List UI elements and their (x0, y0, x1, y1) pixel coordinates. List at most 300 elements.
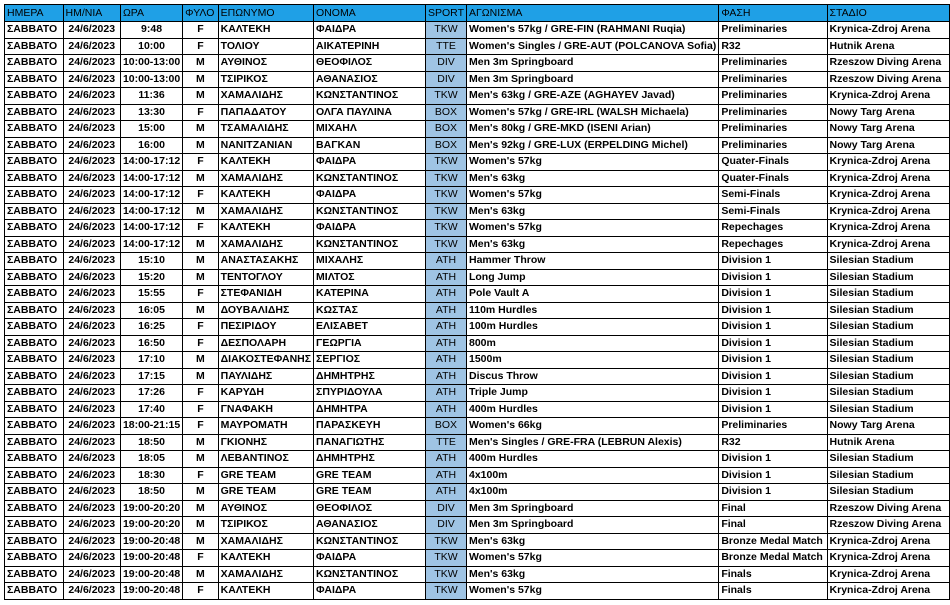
cell-surname[interactable]: ΣΤΕΦΑΝΙΔΗ (218, 286, 313, 303)
cell-date[interactable]: 24/6/2023 (63, 451, 120, 468)
col-header-name[interactable]: ΟΝΟΜΑ (314, 5, 426, 22)
cell-surname[interactable]: ΜΑΥΡΟΜΑΤΗ (218, 418, 313, 435)
cell-name[interactable]: ΚΩΝΣΤΑΝΤΙΝΟΣ (314, 236, 426, 253)
cell-sport[interactable]: BOX (426, 418, 467, 435)
cell-sex[interactable]: F (183, 401, 218, 418)
cell-date[interactable]: 24/6/2023 (63, 335, 120, 352)
cell-name[interactable]: GRE TEAM (314, 484, 426, 501)
cell-surname[interactable]: ΠΑΠΑΔΑΤΟΥ (218, 104, 313, 121)
cell-day[interactable]: ΣΑΒΒΑΤΟ (5, 352, 64, 369)
cell-time[interactable]: 16:05 (120, 302, 182, 319)
cell-sport[interactable]: ATH (426, 335, 467, 352)
cell-event[interactable]: Women's 66kg (466, 418, 718, 435)
cell-venue[interactable]: Krynica-Zdroj Arena (827, 154, 949, 171)
cell-surname[interactable]: ΚΑΛΤΕΚΗ (218, 22, 313, 39)
cell-event[interactable]: Triple Jump (466, 385, 718, 402)
cell-surname[interactable]: ΤΕΝΤΟΓΛΟΥ (218, 269, 313, 286)
cell-sport[interactable]: TKW (426, 583, 467, 600)
col-header-phase[interactable]: ΦΑΣΗ (719, 5, 827, 22)
cell-phase[interactable]: Preliminaries (719, 137, 827, 154)
cell-date[interactable]: 24/6/2023 (63, 302, 120, 319)
cell-date[interactable]: 24/6/2023 (63, 170, 120, 187)
cell-sex[interactable]: F (183, 550, 218, 567)
cell-time[interactable]: 14:00-17:12 (120, 187, 182, 204)
cell-day[interactable]: ΣΑΒΒΑΤΟ (5, 401, 64, 418)
cell-sport[interactable]: ATH (426, 368, 467, 385)
cell-time[interactable]: 18:50 (120, 434, 182, 451)
cell-venue[interactable]: Silesian Stadium (827, 352, 949, 369)
cell-sport[interactable]: BOX (426, 137, 467, 154)
cell-sex[interactable]: M (183, 302, 218, 319)
cell-time[interactable]: 14:00-17:12 (120, 170, 182, 187)
cell-event[interactable]: Men's 63kg (466, 203, 718, 220)
cell-sex[interactable]: F (183, 286, 218, 303)
cell-day[interactable]: ΣΑΒΒΑΤΟ (5, 22, 64, 39)
cell-name[interactable]: ΔΗΜΗΤΡΑ (314, 401, 426, 418)
cell-phase[interactable]: Preliminaries (719, 418, 827, 435)
cell-name[interactable]: ΜΙΧΑΗΛ (314, 121, 426, 138)
col-header-surname[interactable]: ΕΠΩΝΥΜΟ (218, 5, 313, 22)
cell-date[interactable]: 24/6/2023 (63, 55, 120, 72)
cell-date[interactable]: 24/6/2023 (63, 104, 120, 121)
cell-event[interactable]: Men's 63kg (466, 566, 718, 583)
cell-time[interactable]: 14:00-17:12 (120, 154, 182, 171)
cell-sex[interactable]: F (183, 22, 218, 39)
cell-name[interactable]: ΚΩΝΣΤΑΝΤΙΝΟΣ (314, 566, 426, 583)
cell-sport[interactable]: DIV (426, 71, 467, 88)
cell-venue[interactable]: Rzeszow Diving Arena (827, 517, 949, 534)
cell-sex[interactable]: M (183, 500, 218, 517)
cell-time[interactable]: 10:00 (120, 38, 182, 55)
cell-day[interactable]: ΣΑΒΒΑΤΟ (5, 137, 64, 154)
cell-phase[interactable]: Division 1 (719, 335, 827, 352)
cell-sex[interactable]: M (183, 566, 218, 583)
cell-event[interactable]: Discus Throw (466, 368, 718, 385)
cell-phase[interactable]: R32 (719, 38, 827, 55)
cell-surname[interactable]: ΚΑΛΤΕΚΗ (218, 220, 313, 237)
cell-phase[interactable]: Preliminaries (719, 71, 827, 88)
cell-event[interactable]: Women's 57kg / GRE-IRL (WALSH Michaela) (466, 104, 718, 121)
cell-sport[interactable]: TTE (426, 434, 467, 451)
cell-surname[interactable]: ΧΑΜΑΛΙΔΗΣ (218, 88, 313, 105)
cell-surname[interactable]: ΤΣΙΡΙΚΟΣ (218, 71, 313, 88)
cell-venue[interactable]: Krynica-Zdroj Arena (827, 22, 949, 39)
cell-phase[interactable]: Division 1 (719, 484, 827, 501)
cell-time[interactable]: 15:00 (120, 121, 182, 138)
cell-venue[interactable]: Krynica-Zdroj Arena (827, 583, 949, 600)
cell-surname[interactable]: ΚΑΛΤΕΚΗ (218, 583, 313, 600)
cell-sex[interactable]: F (183, 319, 218, 336)
col-header-sport[interactable]: SPORT (426, 5, 467, 22)
cell-name[interactable]: ΑΙΚΑΤΕΡΙΝΗ (314, 38, 426, 55)
cell-sport[interactable]: DIV (426, 517, 467, 534)
cell-name[interactable]: ΚΑΤΕΡΙΝΑ (314, 286, 426, 303)
cell-phase[interactable]: Quater-Finals (719, 154, 827, 171)
cell-name[interactable]: ΑΘΑΝΑΣΙΟΣ (314, 517, 426, 534)
cell-sex[interactable]: F (183, 104, 218, 121)
col-header-venue[interactable]: ΣΤΑΔΙΟ (827, 5, 949, 22)
cell-phase[interactable]: Semi-Finals (719, 203, 827, 220)
cell-day[interactable]: ΣΑΒΒΑΤΟ (5, 253, 64, 270)
cell-name[interactable]: ΓΕΩΡΓΙΑ (314, 335, 426, 352)
cell-sex[interactable]: M (183, 88, 218, 105)
cell-date[interactable]: 24/6/2023 (63, 22, 120, 39)
cell-time[interactable]: 19:00-20:20 (120, 517, 182, 534)
cell-time[interactable]: 11:36 (120, 88, 182, 105)
cell-time[interactable]: 16:00 (120, 137, 182, 154)
cell-surname[interactable]: ΑΝΑΣΤΑΣΑΚΗΣ (218, 253, 313, 270)
cell-time[interactable]: 19:00-20:48 (120, 566, 182, 583)
cell-phase[interactable]: Division 1 (719, 368, 827, 385)
cell-date[interactable]: 24/6/2023 (63, 88, 120, 105)
cell-day[interactable]: ΣΑΒΒΑΤΟ (5, 154, 64, 171)
cell-sport[interactable]: ATH (426, 467, 467, 484)
cell-phase[interactable]: Preliminaries (719, 121, 827, 138)
cell-surname[interactable]: ΧΑΜΑΛΙΔΗΣ (218, 566, 313, 583)
cell-day[interactable]: ΣΑΒΒΑΤΟ (5, 434, 64, 451)
cell-sex[interactable]: F (183, 187, 218, 204)
cell-time[interactable]: 16:25 (120, 319, 182, 336)
cell-date[interactable]: 24/6/2023 (63, 500, 120, 517)
cell-venue[interactable]: Rzeszow Diving Arena (827, 55, 949, 72)
cell-date[interactable]: 24/6/2023 (63, 566, 120, 583)
cell-surname[interactable]: ΑΥΘΙΝΟΣ (218, 500, 313, 517)
cell-phase[interactable]: Repechages (719, 236, 827, 253)
cell-event[interactable]: 400m Hurdles (466, 401, 718, 418)
cell-event[interactable]: Hammer Throw (466, 253, 718, 270)
cell-venue[interactable]: Silesian Stadium (827, 269, 949, 286)
cell-event[interactable]: 400m Hurdles (466, 451, 718, 468)
cell-sex[interactable]: F (183, 418, 218, 435)
cell-sex[interactable]: F (183, 335, 218, 352)
cell-sport[interactable]: TKW (426, 550, 467, 567)
cell-time[interactable]: 17:26 (120, 385, 182, 402)
cell-event[interactable]: 100m Hurdles (466, 319, 718, 336)
cell-venue[interactable]: Silesian Stadium (827, 451, 949, 468)
cell-date[interactable]: 24/6/2023 (63, 253, 120, 270)
cell-surname[interactable]: ΔΟΥΒΑΛΙΔΗΣ (218, 302, 313, 319)
cell-day[interactable]: ΣΑΒΒΑΤΟ (5, 566, 64, 583)
cell-event[interactable]: Men 3m Springboard (466, 71, 718, 88)
cell-venue[interactable]: Silesian Stadium (827, 368, 949, 385)
cell-sex[interactable]: F (183, 467, 218, 484)
cell-sex[interactable]: M (183, 269, 218, 286)
cell-surname[interactable]: ΧΑΜΑΛΙΔΗΣ (218, 533, 313, 550)
cell-date[interactable]: 24/6/2023 (63, 319, 120, 336)
cell-day[interactable]: ΣΑΒΒΑΤΟ (5, 269, 64, 286)
cell-day[interactable]: ΣΑΒΒΑΤΟ (5, 517, 64, 534)
cell-date[interactable]: 24/6/2023 (63, 220, 120, 237)
cell-day[interactable]: ΣΑΒΒΑΤΟ (5, 500, 64, 517)
cell-venue[interactable]: Silesian Stadium (827, 385, 949, 402)
cell-name[interactable]: ΜΙΧΑΛΗΣ (314, 253, 426, 270)
cell-phase[interactable]: Preliminaries (719, 104, 827, 121)
cell-date[interactable]: 24/6/2023 (63, 121, 120, 138)
cell-event[interactable]: Women's 57kg (466, 550, 718, 567)
cell-venue[interactable]: Nowy Targ Arena (827, 104, 949, 121)
cell-day[interactable]: ΣΑΒΒΑΤΟ (5, 467, 64, 484)
cell-name[interactable]: ΚΩΝΣΤΑΝΤΙΝΟΣ (314, 203, 426, 220)
cell-name[interactable]: ΚΩΣΤΑΣ (314, 302, 426, 319)
cell-phase[interactable]: Semi-Finals (719, 187, 827, 204)
cell-surname[interactable]: ΚΑΛΤΕΚΗ (218, 550, 313, 567)
cell-phase[interactable]: Division 1 (719, 269, 827, 286)
cell-sport[interactable]: ATH (426, 352, 467, 369)
cell-name[interactable]: ΚΩΝΣΤΑΝΤΙΝΟΣ (314, 533, 426, 550)
cell-sport[interactable]: ATH (426, 385, 467, 402)
cell-time[interactable]: 18:00-21:15 (120, 418, 182, 435)
cell-venue[interactable]: Silesian Stadium (827, 467, 949, 484)
cell-sport[interactable]: TKW (426, 187, 467, 204)
col-header-day[interactable]: ΗΜΕΡΑ (5, 5, 64, 22)
cell-phase[interactable]: Final (719, 500, 827, 517)
cell-venue[interactable]: Hutnik Arena (827, 38, 949, 55)
cell-sport[interactable]: TKW (426, 22, 467, 39)
cell-sex[interactable]: M (183, 533, 218, 550)
cell-sport[interactable]: TKW (426, 236, 467, 253)
cell-venue[interactable]: Krynica-Zdroj Arena (827, 236, 949, 253)
cell-sex[interactable]: M (183, 434, 218, 451)
cell-phase[interactable]: Division 1 (719, 302, 827, 319)
cell-time[interactable]: 17:15 (120, 368, 182, 385)
cell-surname[interactable]: ΧΑΜΑΛΙΔΗΣ (218, 203, 313, 220)
cell-date[interactable]: 24/6/2023 (63, 385, 120, 402)
cell-day[interactable]: ΣΑΒΒΑΤΟ (5, 533, 64, 550)
cell-sport[interactable]: ATH (426, 319, 467, 336)
cell-day[interactable]: ΣΑΒΒΑΤΟ (5, 319, 64, 336)
cell-phase[interactable]: Preliminaries (719, 55, 827, 72)
cell-event[interactable]: Men's 80kg / GRE-MKD (ISENI Arian) (466, 121, 718, 138)
cell-venue[interactable]: Krynica-Zdroj Arena (827, 220, 949, 237)
cell-sport[interactable]: BOX (426, 104, 467, 121)
cell-name[interactable]: ΣΠΥΡΙΔΟΥΛΑ (314, 385, 426, 402)
cell-sex[interactable]: F (183, 220, 218, 237)
cell-venue[interactable]: Silesian Stadium (827, 335, 949, 352)
cell-event[interactable]: Men 3m Springboard (466, 500, 718, 517)
cell-name[interactable]: GRE TEAM (314, 467, 426, 484)
cell-venue[interactable]: Krynica-Zdroj Arena (827, 203, 949, 220)
cell-event[interactable]: Women's 57kg (466, 154, 718, 171)
cell-event[interactable]: Women's 57kg (466, 187, 718, 204)
cell-surname[interactable]: ΠΕΣΙΡΙΔΟΥ (218, 319, 313, 336)
cell-surname[interactable]: ΓΚΙΟΝΗΣ (218, 434, 313, 451)
cell-day[interactable]: ΣΑΒΒΑΤΟ (5, 385, 64, 402)
cell-event[interactable]: Long Jump (466, 269, 718, 286)
cell-sport[interactable]: TTE (426, 38, 467, 55)
cell-phase[interactable]: Division 1 (719, 467, 827, 484)
cell-time[interactable]: 19:00-20:48 (120, 583, 182, 600)
cell-day[interactable]: ΣΑΒΒΑΤΟ (5, 368, 64, 385)
cell-name[interactable]: ΕΛΙΣΑΒΕΤ (314, 319, 426, 336)
cell-sex[interactable]: M (183, 368, 218, 385)
cell-time[interactable]: 18:05 (120, 451, 182, 468)
cell-surname[interactable]: GRE TEAM (218, 484, 313, 501)
cell-sex[interactable]: M (183, 517, 218, 534)
col-header-sex[interactable]: ΦΥΛΟ (183, 5, 218, 22)
cell-venue[interactable]: Silesian Stadium (827, 401, 949, 418)
cell-sex[interactable]: M (183, 484, 218, 501)
cell-date[interactable]: 24/6/2023 (63, 517, 120, 534)
cell-surname[interactable]: ΤΣΑΜΑΛΙΔΗΣ (218, 121, 313, 138)
cell-day[interactable]: ΣΑΒΒΑΤΟ (5, 484, 64, 501)
cell-time[interactable]: 14:00-17:12 (120, 220, 182, 237)
cell-sport[interactable]: ATH (426, 269, 467, 286)
cell-date[interactable]: 24/6/2023 (63, 236, 120, 253)
cell-phase[interactable]: Division 1 (719, 451, 827, 468)
cell-surname[interactable]: ΚΑΡΥΔΗ (218, 385, 313, 402)
cell-time[interactable]: 10:00-13:00 (120, 71, 182, 88)
cell-event[interactable]: Men's 63kg / GRE-AZE (AGHAYEV Javad) (466, 88, 718, 105)
cell-venue[interactable]: Krynica-Zdroj Arena (827, 533, 949, 550)
cell-sex[interactable]: M (183, 170, 218, 187)
cell-phase[interactable]: R32 (719, 434, 827, 451)
cell-venue[interactable]: Silesian Stadium (827, 319, 949, 336)
cell-venue[interactable]: Krynica-Zdroj Arena (827, 566, 949, 583)
cell-surname[interactable]: ΝΑΝΙΤΖΑΝΙΑΝ (218, 137, 313, 154)
cell-event[interactable]: Men's 92kg / GRE-LUX (ERPELDING Michel) (466, 137, 718, 154)
cell-sport[interactable]: TKW (426, 203, 467, 220)
cell-phase[interactable]: Finals (719, 566, 827, 583)
cell-phase[interactable]: Final (719, 517, 827, 534)
cell-venue[interactable]: Rzeszow Diving Arena (827, 71, 949, 88)
cell-date[interactable]: 24/6/2023 (63, 434, 120, 451)
cell-time[interactable]: 14:00-17:12 (120, 236, 182, 253)
cell-time[interactable]: 15:55 (120, 286, 182, 303)
cell-phase[interactable]: Repechages (719, 220, 827, 237)
cell-phase[interactable]: Division 1 (719, 352, 827, 369)
cell-name[interactable]: ΜΙΛΤΟΣ (314, 269, 426, 286)
cell-venue[interactable]: Krynica-Zdroj Arena (827, 550, 949, 567)
cell-venue[interactable]: Nowy Targ Arena (827, 137, 949, 154)
cell-sport[interactable]: TKW (426, 220, 467, 237)
cell-venue[interactable]: Silesian Stadium (827, 253, 949, 270)
cell-day[interactable]: ΣΑΒΒΑΤΟ (5, 88, 64, 105)
cell-time[interactable]: 19:00-20:48 (120, 550, 182, 567)
cell-time[interactable]: 16:50 (120, 335, 182, 352)
cell-date[interactable]: 24/6/2023 (63, 187, 120, 204)
cell-event[interactable]: 800m (466, 335, 718, 352)
cell-name[interactable]: ΑΘΑΝΑΣΙΟΣ (314, 71, 426, 88)
cell-venue[interactable]: Nowy Targ Arena (827, 418, 949, 435)
cell-name[interactable]: ΘΕΟΦΙΛΟΣ (314, 500, 426, 517)
cell-sport[interactable]: DIV (426, 500, 467, 517)
cell-name[interactable]: ΚΩΝΣΤΑΝΤΙΝΟΣ (314, 88, 426, 105)
cell-venue[interactable]: Silesian Stadium (827, 302, 949, 319)
cell-time[interactable]: 15:10 (120, 253, 182, 270)
cell-venue[interactable]: Hutnik Arena (827, 434, 949, 451)
cell-venue[interactable]: Krynica-Zdroj Arena (827, 187, 949, 204)
cell-day[interactable]: ΣΑΒΒΑΤΟ (5, 121, 64, 138)
cell-sex[interactable]: M (183, 253, 218, 270)
cell-date[interactable]: 24/6/2023 (63, 368, 120, 385)
cell-venue[interactable]: Nowy Targ Arena (827, 121, 949, 138)
cell-venue[interactable]: Krynica-Zdroj Arena (827, 88, 949, 105)
cell-day[interactable]: ΣΑΒΒΑΤΟ (5, 55, 64, 72)
cell-sport[interactable]: ATH (426, 253, 467, 270)
cell-surname[interactable]: ΤΟΛΙΟΥ (218, 38, 313, 55)
cell-sport[interactable]: ATH (426, 401, 467, 418)
cell-name[interactable]: ΔΗΜΗΤΡΗΣ (314, 451, 426, 468)
cell-time[interactable]: 10:00-13:00 (120, 55, 182, 72)
cell-time[interactable]: 18:50 (120, 484, 182, 501)
cell-day[interactable]: ΣΑΒΒΑΤΟ (5, 550, 64, 567)
cell-phase[interactable]: Bronze Medal Match (719, 533, 827, 550)
cell-time[interactable]: 17:40 (120, 401, 182, 418)
cell-time[interactable]: 14:00-17:12 (120, 203, 182, 220)
cell-surname[interactable]: ΑΥΘΙΝΟΣ (218, 55, 313, 72)
cell-surname[interactable]: ΤΣΙΡΙΚΟΣ (218, 517, 313, 534)
cell-event[interactable]: Men's 63kg (466, 533, 718, 550)
cell-event[interactable]: Women's 57kg (466, 583, 718, 600)
cell-event[interactable]: Men's Singles / GRE-FRA (LEBRUN Alexis) (466, 434, 718, 451)
cell-phase[interactable]: Division 1 (719, 253, 827, 270)
cell-surname[interactable]: ΚΑΛΤΕΚΗ (218, 187, 313, 204)
cell-name[interactable]: ΔΗΜΗΤΡΗΣ (314, 368, 426, 385)
cell-event[interactable]: Pole Vault A (466, 286, 718, 303)
cell-date[interactable]: 24/6/2023 (63, 203, 120, 220)
cell-surname[interactable]: ΚΑΛΤΕΚΗ (218, 154, 313, 171)
cell-sport[interactable]: TKW (426, 566, 467, 583)
cell-day[interactable]: ΣΑΒΒΑΤΟ (5, 170, 64, 187)
cell-name[interactable]: ΦΑΙΔΡΑ (314, 22, 426, 39)
cell-day[interactable]: ΣΑΒΒΑΤΟ (5, 104, 64, 121)
cell-name[interactable]: ΦΑΙΔΡΑ (314, 583, 426, 600)
cell-date[interactable]: 24/6/2023 (63, 71, 120, 88)
col-header-time[interactable]: ΩΡΑ (120, 5, 182, 22)
cell-date[interactable]: 24/6/2023 (63, 137, 120, 154)
cell-name[interactable]: ΚΩΝΣΤΑΝΤΙΝΟΣ (314, 170, 426, 187)
cell-sex[interactable]: M (183, 203, 218, 220)
cell-phase[interactable]: Division 1 (719, 385, 827, 402)
cell-time[interactable]: 15:20 (120, 269, 182, 286)
cell-time[interactable]: 19:00-20:48 (120, 533, 182, 550)
cell-day[interactable]: ΣΑΒΒΑΤΟ (5, 583, 64, 600)
cell-name[interactable]: ΠΑΡΑΣΚΕΥΗ (314, 418, 426, 435)
cell-event[interactable]: Women's Singles / GRE-AUT (POLCANOVA Sofia) (466, 38, 718, 55)
cell-sport[interactable]: ATH (426, 451, 467, 468)
cell-surname[interactable]: GRE TEAM (218, 467, 313, 484)
cell-event[interactable]: 4x100m (466, 467, 718, 484)
cell-day[interactable]: ΣΑΒΒΑΤΟ (5, 335, 64, 352)
cell-name[interactable]: ΒΑΓΚΑΝ (314, 137, 426, 154)
cell-sport[interactable]: ATH (426, 286, 467, 303)
cell-sex[interactable]: F (183, 38, 218, 55)
cell-name[interactable]: ΦΑΙΔΡΑ (314, 550, 426, 567)
cell-event[interactable]: Women's 57kg / GRE-FIN (RAHMANI Ruqia) (466, 22, 718, 39)
cell-sex[interactable]: F (183, 154, 218, 171)
cell-event[interactable]: Men 3m Springboard (466, 55, 718, 72)
cell-surname[interactable]: ΓΝΑΦΑΚΗ (218, 401, 313, 418)
cell-sport[interactable]: TKW (426, 154, 467, 171)
cell-day[interactable]: ΣΑΒΒΑΤΟ (5, 286, 64, 303)
cell-sport[interactable]: TKW (426, 170, 467, 187)
cell-surname[interactable]: ΔΙΑΚΟΣΤΕΦΑΝΗΣ (218, 352, 313, 369)
cell-day[interactable]: ΣΑΒΒΑΤΟ (5, 302, 64, 319)
col-header-date[interactable]: ΗΜ/ΝΙΑ (63, 5, 120, 22)
cell-date[interactable]: 24/6/2023 (63, 550, 120, 567)
cell-phase[interactable]: Bronze Medal Match (719, 550, 827, 567)
cell-phase[interactable]: Finals (719, 583, 827, 600)
cell-day[interactable]: ΣΑΒΒΑΤΟ (5, 236, 64, 253)
cell-venue[interactable]: Krynica-Zdroj Arena (827, 170, 949, 187)
cell-time[interactable]: 17:10 (120, 352, 182, 369)
cell-phase[interactable]: Division 1 (719, 401, 827, 418)
cell-venue[interactable]: Silesian Stadium (827, 286, 949, 303)
cell-time[interactable]: 18:30 (120, 467, 182, 484)
cell-date[interactable]: 24/6/2023 (63, 38, 120, 55)
cell-sex[interactable]: F (183, 385, 218, 402)
cell-phase[interactable]: Division 1 (719, 319, 827, 336)
